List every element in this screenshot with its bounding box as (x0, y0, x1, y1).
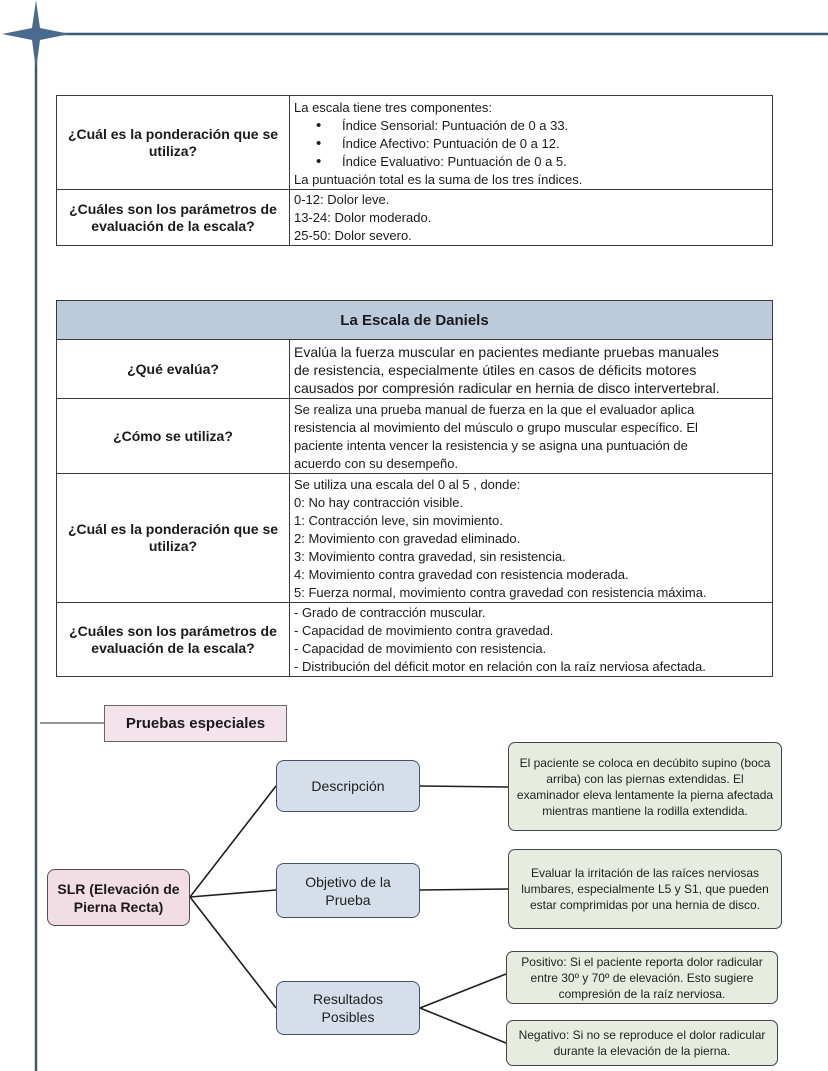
answer-cell (290, 190, 773, 246)
answer-line: 1: Contracción leve, sin movimiento. (294, 512, 503, 528)
question-cell: ¿Qué evalúa? (57, 340, 290, 399)
table-row (57, 399, 773, 474)
answer-line: 0-12: Dolor leve. (294, 191, 390, 207)
table-title: La Escala de Daniels (57, 301, 773, 340)
root-node-slr: SLR (Elevación de Pierna Recta) (47, 869, 190, 926)
answer-cell (290, 340, 773, 399)
answer-cell (290, 603, 773, 677)
list-item: • Índice Sensorial: Puntuación de 0 a 33. (316, 117, 768, 135)
question-cell: ¿Cuál es la ponderación que se utiliza? (57, 474, 290, 603)
section-title: Pruebas especiales (104, 705, 287, 742)
answer-line: Se realiza una prueba manual de fuerza en la que el evaluador aplica (294, 401, 695, 417)
question-cell: ¿Cómo se utiliza? (57, 399, 290, 474)
answer-intro: La escala tiene tres componentes: (294, 99, 493, 115)
table-row (57, 603, 773, 677)
answer-line: paciente intenta vencer la resistencia y se asigna una puntuación de (294, 437, 688, 453)
answer-line: - Capacidad de movimiento con resistencia. (294, 641, 547, 656)
table-header-row (57, 301, 773, 340)
answer-line: - Capacidad de movimiento contra gravedad. (294, 623, 554, 638)
question-cell: ¿Cuál es la ponderación que se utiliza? (57, 96, 290, 190)
answer-line: Evalúa la fuerza muscular en pacientes mediante pruebas manuales (294, 344, 719, 360)
answer-cell (290, 399, 773, 474)
answer-line: 3: Movimiento contra gravedad, sin resistencia. (294, 548, 566, 564)
list-item: • Índice Evaluativo: Puntuación de 0 a 5. (316, 153, 768, 171)
daniels-scale-table (56, 300, 773, 677)
answer-line: - Grado de contracción muscular. (294, 605, 486, 620)
question-cell: ¿Cuáles son los parámetros de evaluación de la escala? (57, 603, 290, 677)
table-row (57, 190, 773, 246)
answer-line: 4: Movimiento contra gravedad con resistencia moderada. (294, 566, 629, 582)
answer-line: resistencia al movimiento del músculo o grupo muscular específico. El (294, 419, 698, 435)
components-list (294, 117, 768, 171)
answer-line: Se utiliza una escala del 0 al 5 , donde: (294, 476, 521, 492)
detail-node-positivo: Positivo: Si el paciente reporta dolor radicular entre 30º y 70º de elevación. Esto sugiere compresión de la raíz nerviosa. (506, 951, 778, 1004)
answer-line: acuerdo con su desempeño. (294, 455, 459, 471)
table-row (57, 340, 773, 399)
question-cell: ¿Cuáles son los parámetros de evaluación de la escala? (57, 190, 290, 246)
branch-node-resultados: Resultados Posibles (276, 981, 420, 1035)
answer-line: - Distribución del déficit motor en relación con la raíz nerviosa afectada. (294, 659, 706, 674)
answer-cell (290, 96, 773, 190)
branch-node-descripcion: Descripción (276, 760, 420, 812)
list-item: • Índice Afectivo: Puntuación de 0 a 12. (316, 135, 768, 153)
answer-outro: La puntuación total es la suma de los tres índices. (294, 171, 583, 187)
answer-line: 5: Fuerza normal, movimiento contra gravedad con resistencia máxima. (294, 584, 707, 600)
branch-node-objetivo: Objetivo de la Prueba (276, 863, 420, 918)
answer-line: 13-24: Dolor moderado. (294, 209, 432, 225)
star-icon (2, 0, 70, 70)
detail-node-objetivo: Evaluar la irritación de las raíces nerviosas lumbares, especialmente L5 y S1, que pueden estar comprimidas por una hernia de disco. (508, 849, 782, 929)
answer-line: 2: Movimiento con gravedad eliminado. (294, 530, 521, 546)
answer-line: 0: No hay contracción visible. (294, 494, 464, 510)
table-row (57, 474, 773, 603)
table-row (57, 96, 773, 190)
answer-line: causados por compresión radicular en hernia de disco intervertebral. (294, 380, 720, 396)
pain-scale-table (56, 95, 773, 246)
answer-line: 25-50: Dolor severo. (294, 227, 412, 243)
answer-line: de resistencia, especialmente útiles en casos de déficits motores (294, 362, 697, 378)
answer-cell (290, 474, 773, 603)
detail-node-negativo: Negativo: Si no se reproduce el dolor radicular durante la elevación de la pierna. (506, 1020, 778, 1066)
detail-node-descripcion: El paciente se coloca en decúbito supino (boca arriba) con las piernas extendidas. El examinador eleva lentamente la pierna afectada mientras mantiene la rodilla extendida. (508, 742, 782, 831)
